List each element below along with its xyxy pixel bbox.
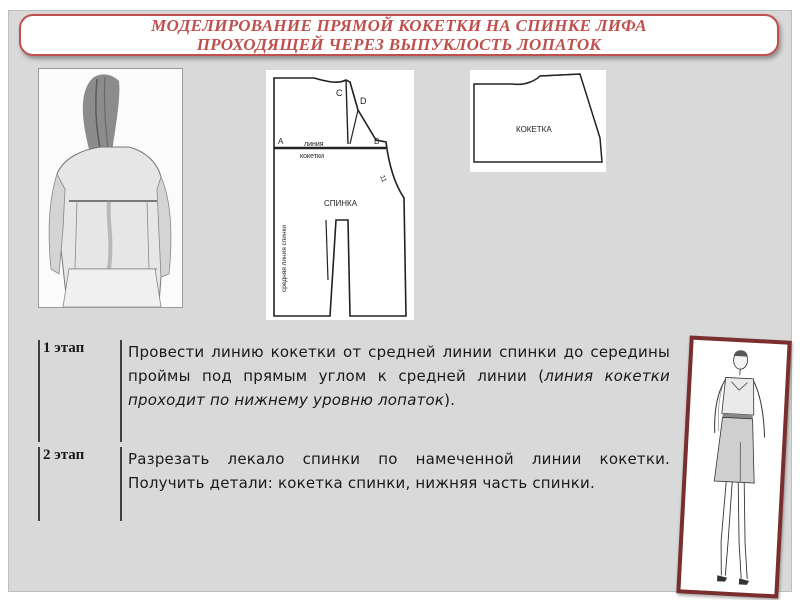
stage-1-text-italic: линия кокетки проходит по нижнему уровню лопаток	[128, 367, 671, 409]
stage-row-1	[38, 340, 678, 442]
fashion-illustration	[681, 340, 788, 595]
point-a-label: A	[278, 137, 284, 146]
stage-2-label: 2 этап	[38, 447, 118, 521]
title-banner	[19, 14, 779, 56]
stage-1-text-end: ).	[444, 391, 456, 409]
point-b-label: B	[374, 137, 380, 146]
stage-1-text	[120, 340, 670, 442]
yoke-line-label-2: кокетки	[300, 153, 325, 160]
stage-row-2	[38, 447, 678, 521]
yoke-line-label-1: линия	[304, 141, 324, 148]
title-line-2: ПРОХОДЯЩЕЙ ЧЕРЕЗ ВЫПУКЛОСТЬ ЛОПАТОК	[196, 35, 602, 54]
title-line-1: МОДЕЛИРОВАНИЕ ПРЯМОЙ КОКЕТКИ НА СПИНКЕ ЛИФА	[151, 16, 647, 35]
yoke-label: КОКЕТКА	[516, 125, 552, 134]
fashion-illustration-frame	[676, 336, 791, 599]
stage-1-label: 1 этап	[38, 340, 118, 442]
back-pattern-drawing	[266, 70, 414, 320]
armhole-notch-label: 11	[378, 174, 388, 184]
point-c-label: C	[336, 88, 343, 98]
point-d-label: D	[360, 96, 367, 106]
stage-1-text-plain: Провести линию кокетки от средней линии спинки до середины проймы под прямым углом к средней линии (	[128, 343, 670, 385]
stage-2-text: Разрезать лекало спинки по намеченной линии кокетки. Получить детали: кокетка спинки, нижняя часть спинки.	[120, 447, 670, 521]
back-view-illustration	[38, 68, 183, 308]
back-piece-label: СПИНКА	[324, 199, 358, 208]
center-back-line-label: средняя линия спинки	[281, 225, 288, 292]
yoke-piece-drawing	[470, 70, 606, 172]
